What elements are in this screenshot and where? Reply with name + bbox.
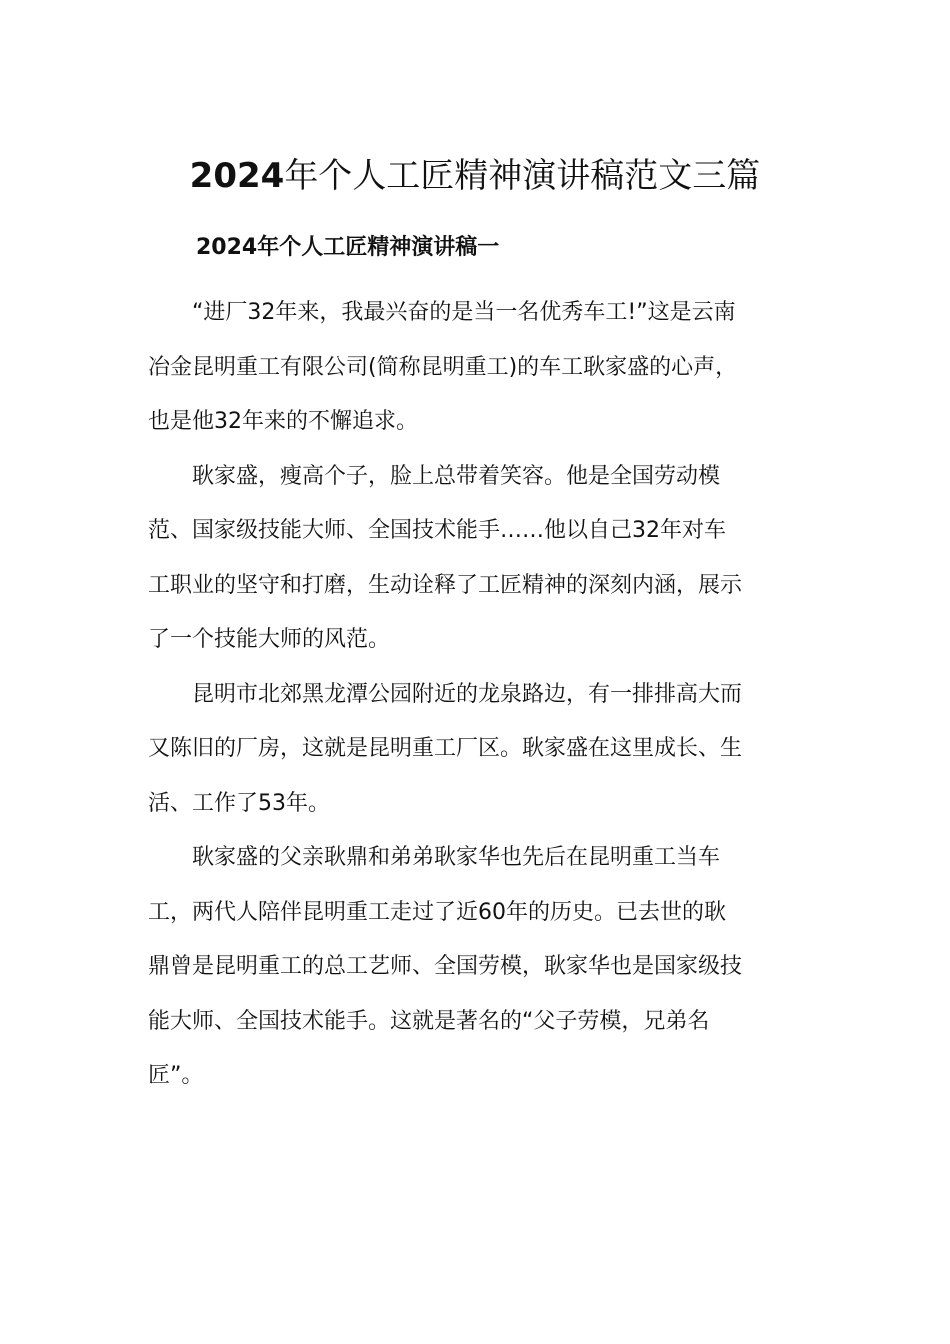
paragraph-line: 匠”。: [148, 1063, 204, 1088]
paragraph-line: 也是他32年来的不懈追求。: [148, 409, 418, 434]
document-title: [0, 152, 950, 200]
paragraph-line: 工职业的坚守和打磨，生动诠释了工匠精神的深刻内涵，展示: [148, 572, 743, 598]
paragraph-line: 昆明市北郊黑龙潭公园附近的龙泉路边，有一排排高大而: [192, 681, 743, 707]
title-year: 2024: [189, 156, 285, 196]
paragraph-4: [148, 831, 808, 1104]
paragraph-line: 能大师、全国技术能手。这就是著名的“父子劳模，兄弟名: [148, 1008, 710, 1034]
paragraph-line: 了一个技能大师的风范。: [148, 627, 391, 652]
paragraph-line: 范、国家级技能大师、全国技术能手……他以自己32年对车: [148, 518, 726, 543]
document-body: [148, 286, 808, 1104]
section-heading: [196, 230, 499, 266]
paragraph-2: [148, 450, 808, 668]
paragraph-3: [148, 668, 808, 832]
paragraph-1: [148, 286, 808, 450]
paragraph-line: 耿家盛的父亲耿鼎和弟弟耿家华也先后在昆明重工当车: [192, 845, 721, 870]
title-text: 年个人工匠精神演讲稿范文三篇: [284, 156, 761, 196]
paragraph-line: “进厂32年来，我最兴奋的是当一名优秀车工!”这是云南: [192, 300, 736, 325]
paragraph-line: 鼎曾是昆明重工的总工艺师、全国劳模，耿家华也是国家级技: [148, 954, 743, 979]
section-heading-text: 年个人工匠精神演讲稿一: [257, 235, 500, 260]
paragraph-line: 工，两代人陪伴昆明重工走过了近60年的历史。已去世的耿: [148, 899, 726, 925]
paragraph-line: 耿家盛，瘦高个子，脸上总带着笑容。他是全国劳动模: [192, 463, 721, 489]
paragraph-line: 冶金昆明重工有限公司(简称昆明重工)的车工耿家盛的心声，: [148, 354, 738, 380]
paragraph-line: 又陈旧的厂房，这就是昆明重工厂区。耿家盛在这里成长、生: [148, 736, 743, 761]
paragraph-line: 活、工作了53年。: [148, 790, 330, 816]
section-heading-year: 2024: [196, 235, 258, 260]
